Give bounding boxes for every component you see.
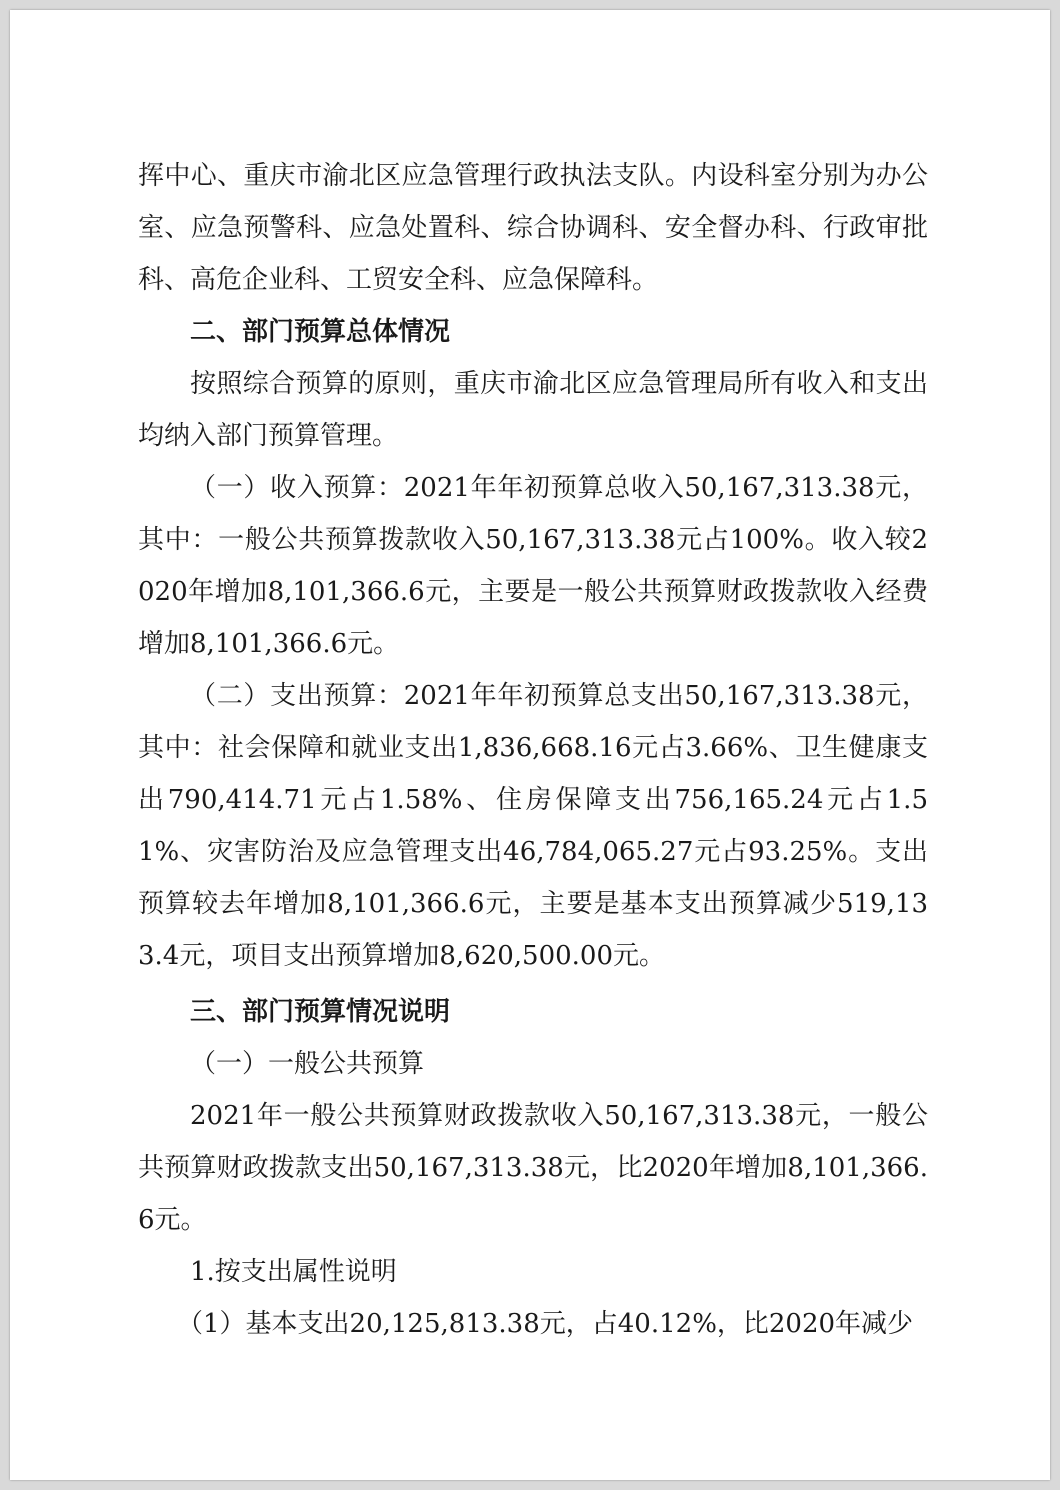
subheading-general-public-budget: （一）一般公共预算 [190, 1049, 425, 1079]
expense-budget-paragraph: （二）支出预算：2021年年初预算总支出50,167,313.38元，其中：社会保障和就业支出1,836,668.16元占3.66%、卫生健康支出790,414.71元占1.58%、住房保障支出756,165.24元占1.51%、灾害防治及应急管理支出46,784,065.27元占93.25%。支出预算较去年增加8,101,366.6元，主要是基本支出预算减少519,133.4元，项目支出预算增加8,620,500.00元。 [138, 681, 928, 971]
basic-expense-paragraph: （1）基本支出20,125,813.38元，占40.12%，比2020年减少 [177, 1309, 914, 1339]
general-budget-paragraph: 2021年一般公共预算财政拨款收入50,167,313.38元，一般公共预算财政拨款支出50,167,313.38元，比2020年增加8,101,366.6元。 [138, 1101, 928, 1235]
document-page [10, 10, 1050, 1480]
income-budget-paragraph: （一）收入预算：2021年年初预算总收入50,167,313.38元，其中：一般公共预算拨款收入50,167,313.38元占100%。收入较2020年增加8,101,366.6元，主要是一般公共预算财政拨款收入经费增加8,101,366.6元。 [138, 473, 928, 659]
section-heading-budget-description: 三、部门预算情况说明 [190, 997, 451, 1027]
intro-paragraph: 挥中心、重庆市渝北区应急管理行政执法支队。内设科室分别为办公室、应急预警科、应急处置科、综合协调科、安全督办科、行政审批科、高危企业科、工贸安全科、应急保障科。 [138, 161, 928, 295]
section-heading-overall-budget: 二、部门预算总体情况 [190, 317, 451, 347]
subheading-by-expense-attribute: 1.按支出属性说明 [190, 1257, 397, 1287]
overall-budget-paragraph: 按照综合预算的原则，重庆市渝北区应急管理局所有收入和支出均纳入部门预算管理。 [138, 369, 928, 451]
